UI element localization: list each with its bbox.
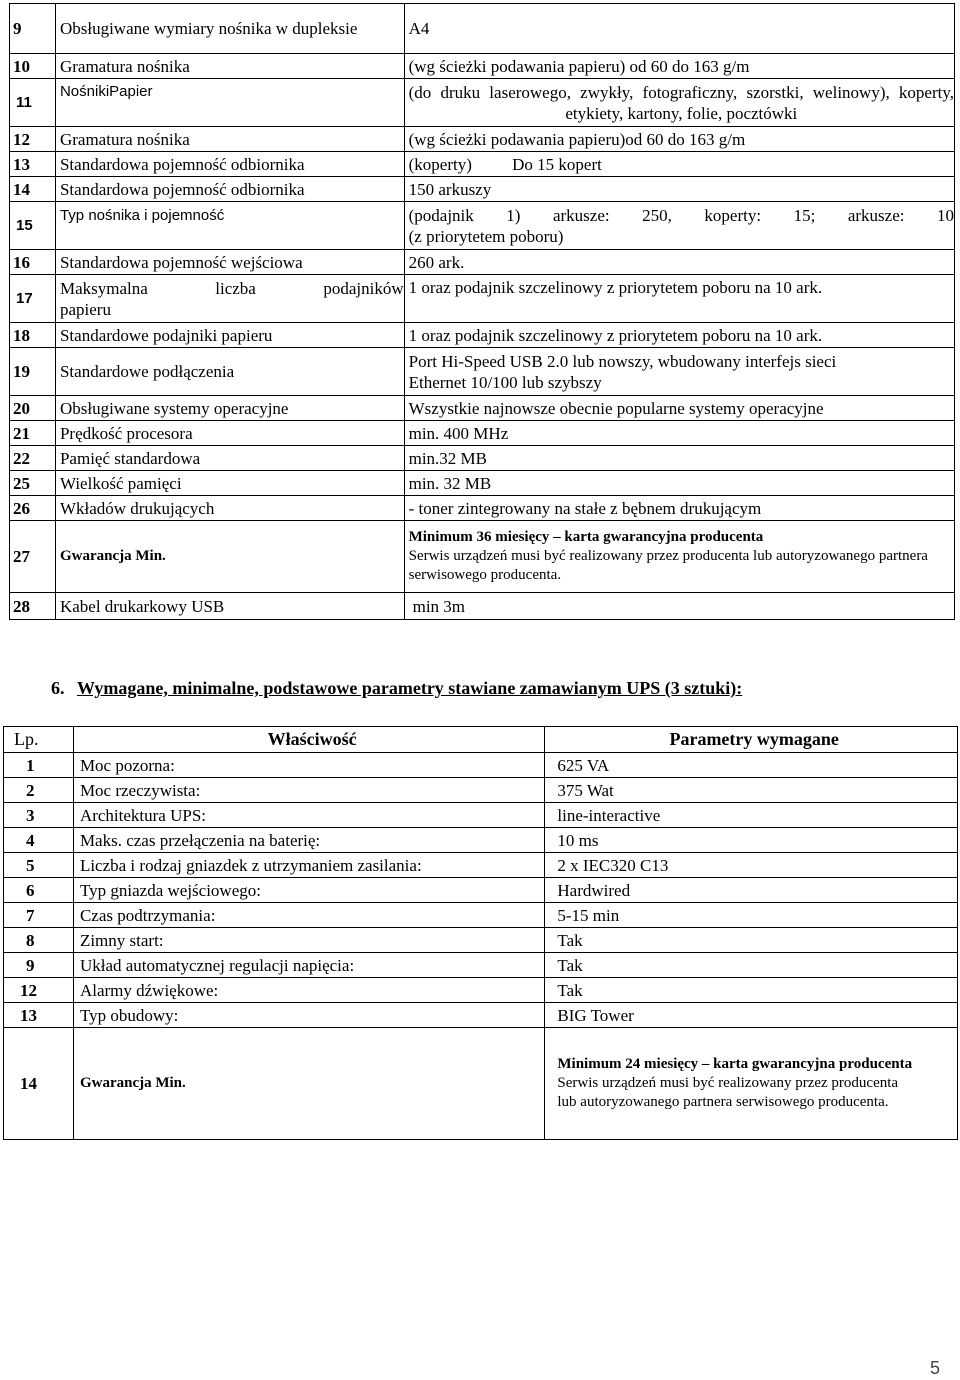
- table-row: [4, 928, 958, 953]
- row-number: 20: [10, 396, 56, 421]
- row-label: Gramatura nośnika: [55, 54, 404, 79]
- row-value: - toner zintegrowany na stałe z bębnem drukującym: [404, 496, 954, 521]
- row-number: 22: [10, 446, 56, 471]
- row-label: Wielkość pamięci: [55, 471, 404, 496]
- row-number: 12: [10, 127, 56, 152]
- row-value: Tak: [545, 978, 958, 1003]
- row-value: Wszystkie najnowsze obecnie popularne systemy operacyjne: [404, 396, 954, 421]
- row-number: 10: [10, 54, 56, 79]
- row-value: 1 oraz podajnik szczelinowy z priorytetem poboru na 10 ark.: [404, 275, 954, 323]
- row-number: 4: [4, 828, 74, 853]
- table-row: [10, 348, 955, 396]
- table-row: [10, 275, 955, 323]
- row-value-line: Port Hi-Speed USB 2.0 lub nowszy, wbudowany interfejs sieci: [408, 351, 837, 371]
- row-number: 8: [4, 928, 74, 953]
- row-number: 14: [4, 1028, 74, 1140]
- header-parameters: Parametry wymagane: [545, 727, 958, 753]
- row-value: (wg ścieżki podawania papieru)od 60 do 163 g/m: [404, 127, 954, 152]
- row-label: Standardowa pojemność odbiornika: [55, 177, 404, 202]
- row-value: [404, 521, 954, 593]
- row-label: Prędkość procesora: [55, 421, 404, 446]
- row-number: 9: [10, 4, 56, 54]
- table-row: [10, 79, 955, 127]
- row-value: 10 ms: [545, 828, 958, 853]
- row-number: 19: [10, 348, 56, 396]
- row-value: 1 oraz podajnik szczelinowy z priorytetem poboru na 10 ark.: [404, 323, 954, 348]
- table-row: [4, 828, 958, 853]
- row-label: Gwarancja Min.: [55, 521, 404, 593]
- row-value: min 3m: [404, 593, 954, 620]
- row-number: 27: [10, 521, 56, 593]
- row-label: Gramatura nośnika: [55, 127, 404, 152]
- printer-specs-table: [9, 3, 955, 620]
- table-row: [4, 778, 958, 803]
- table-row: [10, 471, 955, 496]
- row-value: Tak: [545, 953, 958, 978]
- table-row: [10, 593, 955, 620]
- row-value-line: (podajnik 1) arkusze: 250, koperty: 15; arkusze: 10: [408, 205, 954, 225]
- row-value: [545, 1028, 958, 1140]
- row-label: Liczba i rodzaj gniazdek z utrzymaniem zasilania:: [73, 853, 544, 878]
- table-row: [10, 202, 955, 250]
- row-number: 18: [10, 323, 56, 348]
- row-label: Typ gniazda wejściowego:: [73, 878, 544, 903]
- row-number: 28: [10, 593, 56, 620]
- row-value: (wg ścieżki podawania papieru) od 60 do 163 g/m: [404, 54, 954, 79]
- table-row: [10, 152, 955, 177]
- row-number: 2: [4, 778, 74, 803]
- row-label: Typ nośnika i pojemność: [55, 202, 404, 250]
- table-row: [10, 446, 955, 471]
- row-number: 1: [4, 753, 74, 778]
- row-value: Hardwired: [545, 878, 958, 903]
- table-row: [4, 953, 958, 978]
- row-number: 26: [10, 496, 56, 521]
- row-label: Kabel drukarkowy USB: [55, 593, 404, 620]
- table-row: [4, 878, 958, 903]
- row-label: Moc pozorna:: [73, 753, 544, 778]
- header-lp: Lp.: [4, 727, 74, 753]
- row-number: 15: [10, 202, 56, 250]
- table-row: [10, 323, 955, 348]
- row-value-line: Serwis urządzeń musi być realizowany przez producenta lub autoryzowanego partnera serwisowego producenta.: [408, 548, 928, 583]
- ups-specs-table: [3, 726, 958, 1140]
- row-value: 625 VA: [545, 753, 958, 778]
- row-label: Obsługiwane systemy operacyjne: [55, 396, 404, 421]
- table-row: [4, 903, 958, 928]
- row-label: Pamięć standardowa: [55, 446, 404, 471]
- row-number: 7: [4, 903, 74, 928]
- row-label: Architektura UPS:: [73, 803, 544, 828]
- row-value: BIG Tower: [545, 1003, 958, 1028]
- table-row: [10, 127, 955, 152]
- row-label-line: papieru: [59, 299, 111, 319]
- section-title: Wymagane, minimalne, podstawowe parametry stawiane zamawianym UPS (3 sztuki):: [77, 678, 743, 698]
- table-row: [10, 521, 955, 593]
- row-label: [55, 275, 404, 323]
- table-row: [10, 177, 955, 202]
- row-value: Tak: [545, 928, 958, 953]
- row-label: Moc rzeczywista:: [73, 778, 544, 803]
- row-value: min. 32 MB: [404, 471, 954, 496]
- row-label: Obsługiwane wymiary nośnika w dupleksie: [55, 4, 404, 54]
- row-value-line: Ethernet 10/100 lub szybszy: [408, 372, 602, 392]
- row-label: Typ obudowy:: [73, 1003, 544, 1028]
- row-value: [404, 152, 954, 177]
- row-label-line: Maksymalna liczba podajników: [59, 278, 404, 298]
- row-number: 9: [4, 953, 74, 978]
- row-value: (do druku laserowego, zwykły, fotograficzny, szorstki, welinowy), koperty, etykiety, kartony, folie, pocztówki: [404, 79, 954, 127]
- row-label: Alarmy dźwiękowe:: [73, 978, 544, 1003]
- table-row: [10, 421, 955, 446]
- row-value: min. 400 MHz: [404, 421, 954, 446]
- row-label: Standardowa pojemność wejściowa: [55, 250, 404, 275]
- row-label: Zimny start:: [73, 928, 544, 953]
- row-value: 260 ark.: [404, 250, 954, 275]
- row-number: 5: [4, 853, 74, 878]
- row-label: Maks. czas przełączenia na baterię:: [73, 828, 544, 853]
- row-value-line: Minimum 36 miesięcy – karta gwarancyjna producenta: [408, 529, 764, 545]
- table-row: [10, 54, 955, 79]
- row-label: NośnikiPapier: [55, 79, 404, 127]
- row-label: Czas podtrzymania:: [73, 903, 544, 928]
- table-row: [4, 1003, 958, 1028]
- row-number: 21: [10, 421, 56, 446]
- row-value-line: Minimum 24 miesięcy – karta gwarancyjna producenta: [557, 1056, 913, 1072]
- row-value-part: (koperty): [408, 154, 472, 174]
- row-value-part: Do 15 kopert: [512, 154, 602, 174]
- table-header-row: [4, 727, 958, 753]
- table-row: [4, 853, 958, 878]
- table-row: [4, 803, 958, 828]
- table-row: [4, 1028, 958, 1140]
- table-row: [10, 396, 955, 421]
- row-number: 3: [4, 803, 74, 828]
- row-label: Standardowe podajniki papieru: [55, 323, 404, 348]
- row-number: 17: [10, 275, 56, 323]
- row-label: Gwarancja Min.: [73, 1028, 544, 1140]
- table-row: [10, 496, 955, 521]
- row-value: 5-15 min: [545, 903, 958, 928]
- page-number: 5: [930, 1358, 941, 1378]
- row-value: 375 Wat: [545, 778, 958, 803]
- row-label: Standardowe podłączenia: [55, 348, 404, 396]
- row-number: 14: [10, 177, 56, 202]
- table-row: [4, 978, 958, 1003]
- row-value: [404, 202, 954, 250]
- row-value: min.32 MB: [404, 446, 954, 471]
- row-value-line: Serwis urządzeń musi być realizowany przez producenta lub autoryzowanego partnera serwisowego producenta.: [557, 1075, 899, 1110]
- row-number: 13: [10, 152, 56, 177]
- row-label: Standardowa pojemność odbiornika: [55, 152, 404, 177]
- row-value: 2 x IEC320 C13: [545, 853, 958, 878]
- row-value-line: (z priorytetem poboru): [408, 226, 564, 246]
- table-row: [10, 250, 955, 275]
- row-number: 12: [4, 978, 74, 1003]
- section-heading: [51, 678, 742, 699]
- row-number: 13: [4, 1003, 74, 1028]
- row-value: A4: [404, 4, 954, 54]
- row-number: 11: [10, 79, 56, 127]
- row-number: 6: [4, 878, 74, 903]
- header-property: Właściwość: [73, 727, 544, 753]
- row-number: 16: [10, 250, 56, 275]
- table-row: [10, 4, 955, 54]
- section-number: 6.: [51, 678, 65, 698]
- row-label: Wkładów drukujących: [55, 496, 404, 521]
- row-label: Układ automatycznej regulacji napięcia:: [73, 953, 544, 978]
- row-value: 150 arkuszy: [404, 177, 954, 202]
- row-number: 25: [10, 471, 56, 496]
- row-value: line-interactive: [545, 803, 958, 828]
- table-row: [4, 753, 958, 778]
- row-value: [404, 348, 954, 396]
